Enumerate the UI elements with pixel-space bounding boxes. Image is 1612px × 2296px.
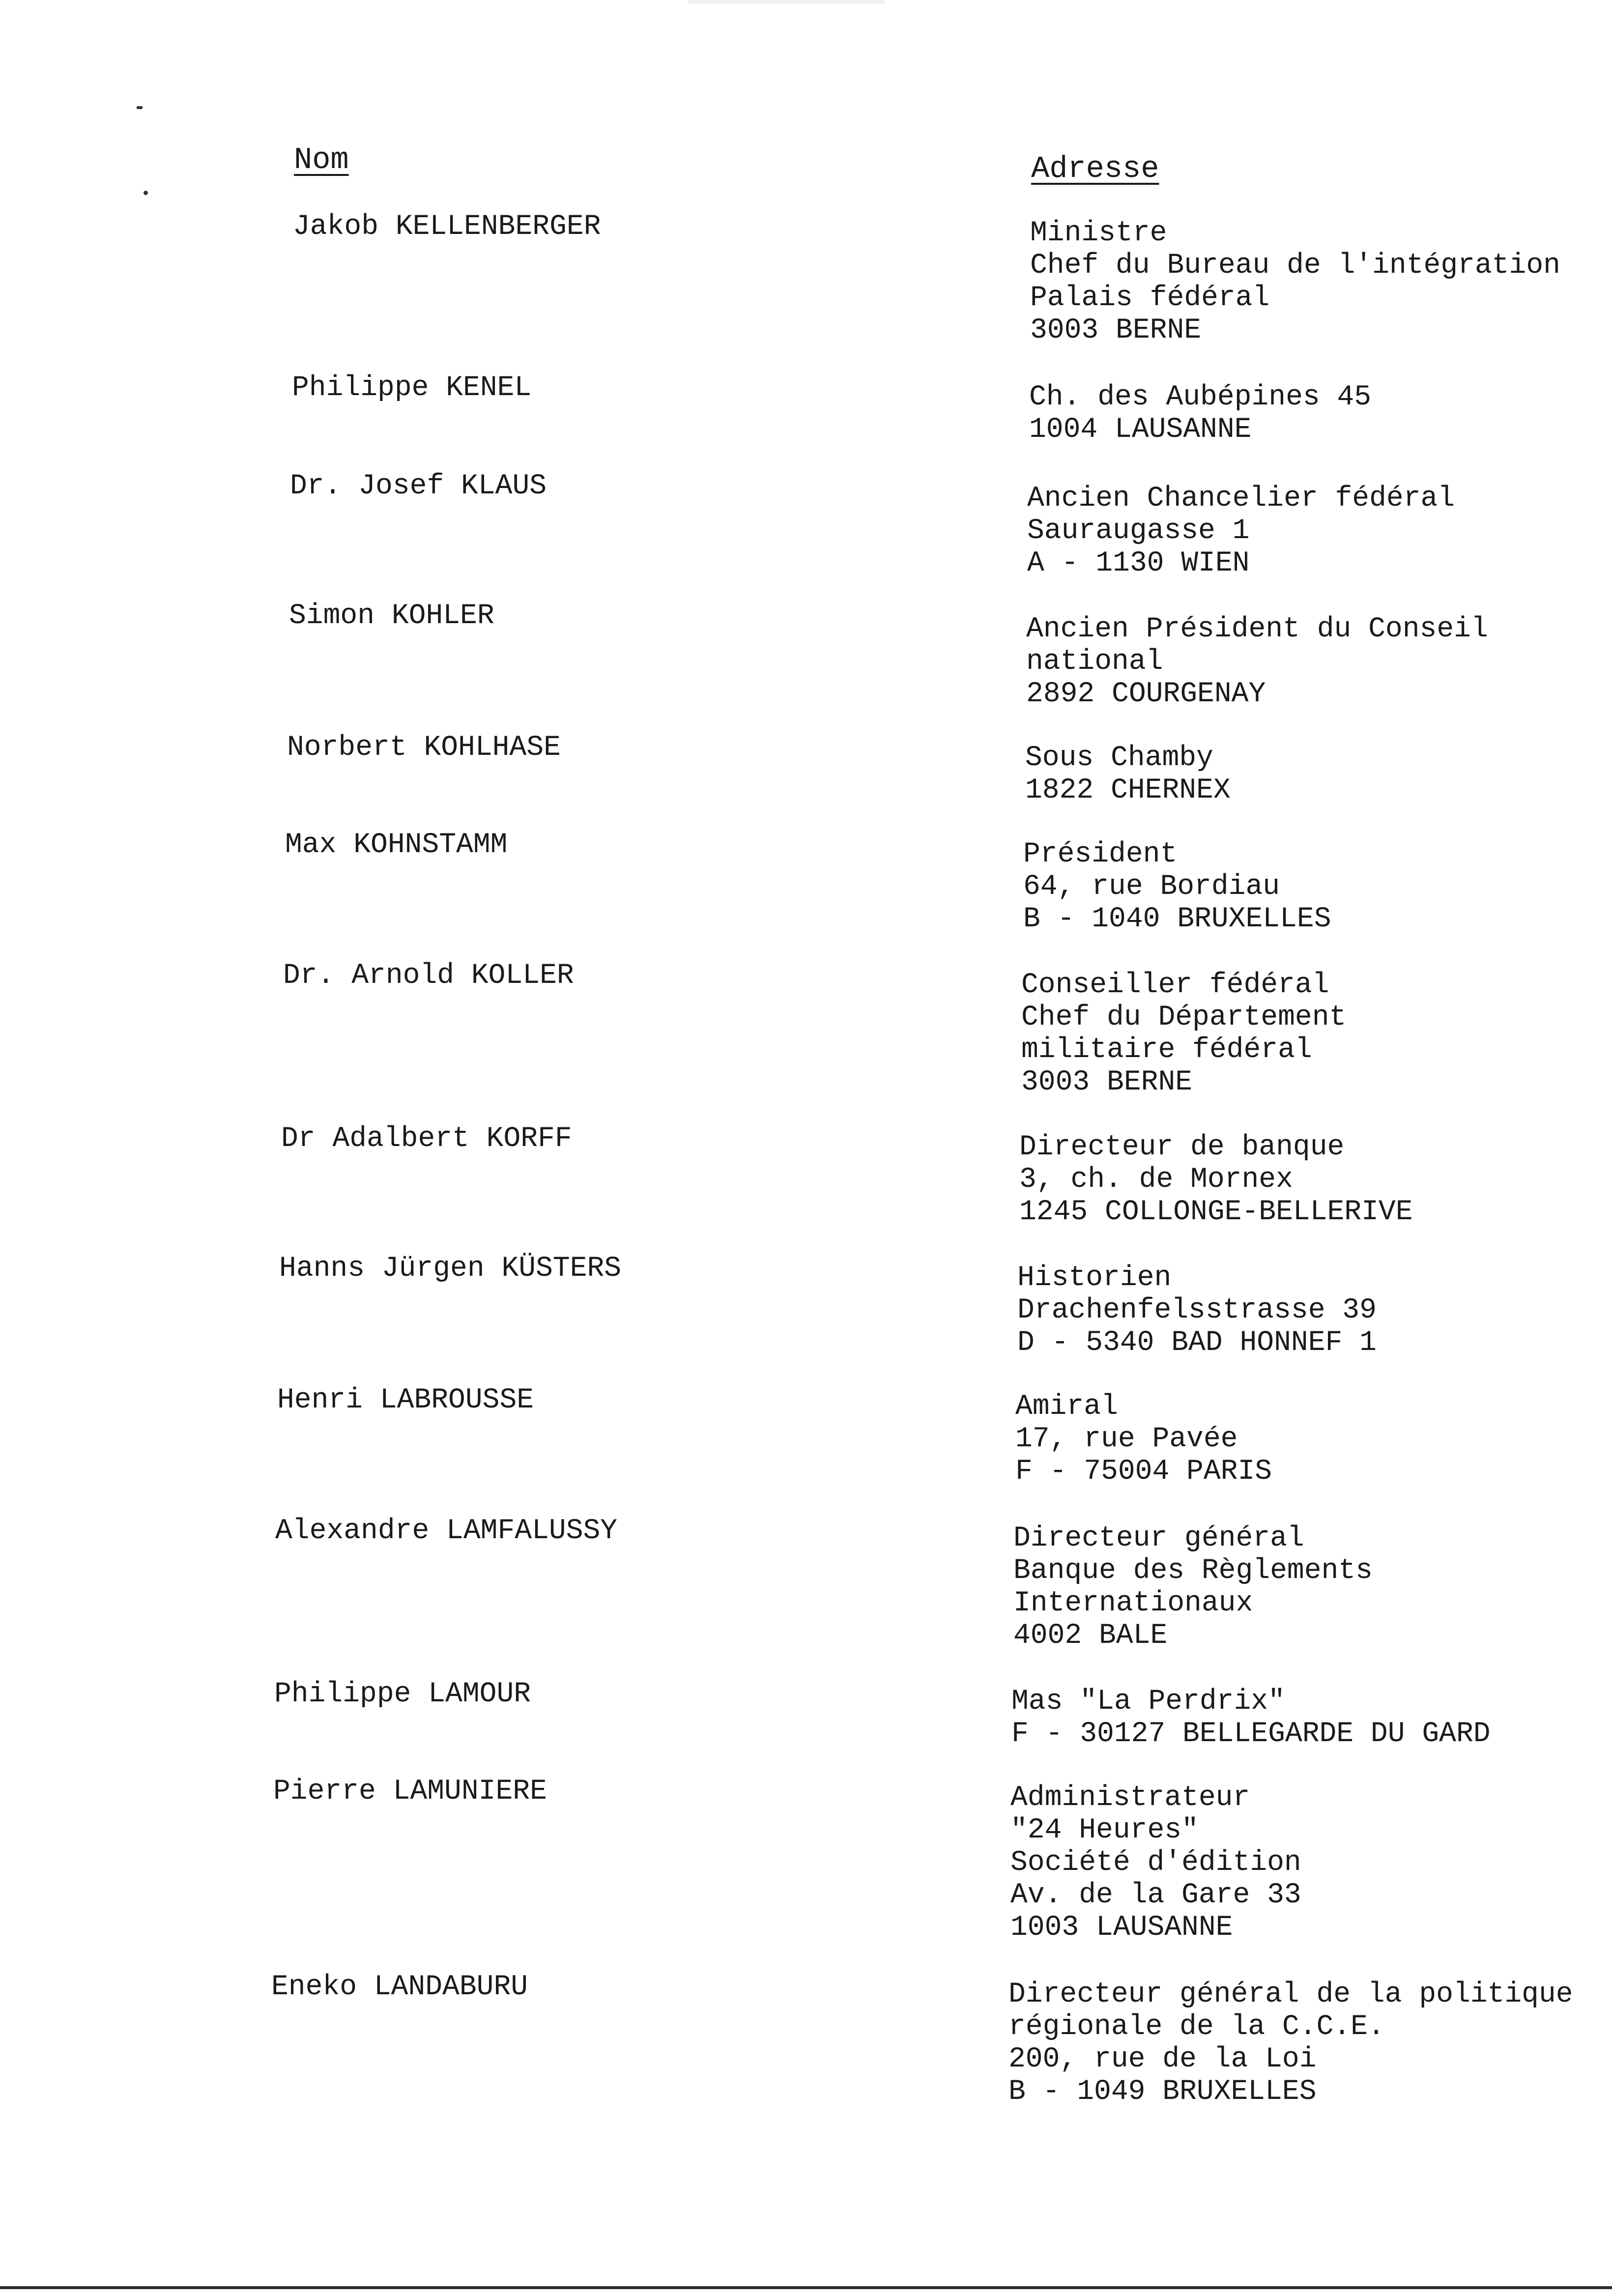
entry-address <box>1008 1979 1573 2108</box>
address-line: B - 1040 BRUXELLES <box>1023 903 1331 935</box>
entry-name: Dr. Josef KLAUS <box>290 470 547 502</box>
entry-address <box>1030 217 1560 347</box>
entry-address <box>1023 838 1331 936</box>
entry-address <box>1026 613 1488 711</box>
address-line: Sauraugasse 1 <box>1027 515 1250 547</box>
address-line: 1822 CHERNEX <box>1025 775 1231 806</box>
address-line: Ministre <box>1030 217 1167 249</box>
address-line: F - 30127 BELLEGARDE DU GARD <box>1011 1718 1491 1750</box>
entry-name: Henri LABROUSSE <box>277 1384 534 1416</box>
address-line: national <box>1026 646 1163 678</box>
address-line: Chef du Bureau de l'intégration <box>1030 250 1560 282</box>
address-line: Amiral <box>1015 1391 1118 1423</box>
address-line: 1004 LAUSANNE <box>1029 414 1252 446</box>
address-line: Historien <box>1017 1262 1172 1294</box>
address-line: 3003 BERNE <box>1030 315 1202 346</box>
entry-address <box>1015 1391 1272 1488</box>
address-line: Ancien Président du Conseil <box>1026 613 1488 645</box>
address-line: 17, rue Pavée <box>1015 1423 1238 1455</box>
address-line: régionale de la C.C.E. <box>1008 2011 1385 2043</box>
address-line: 1245 COLLONGE-BELLERIVE <box>1019 1196 1413 1228</box>
address-line: D - 5340 BAD HONNEF 1 <box>1017 1327 1377 1359</box>
entry-name: Pierre LAMUNIERE <box>273 1776 547 1808</box>
address-line: 200, rue de la Loi <box>1008 2043 1317 2075</box>
margin-mark <box>144 191 148 195</box>
address-line: Directeur général de la politique <box>1008 1979 1573 2010</box>
address-line: 3003 BERNE <box>1021 1066 1193 1098</box>
entry-name: Philippe KENEL <box>292 372 532 404</box>
address-line: Banque des Règlements <box>1013 1555 1373 1587</box>
entry-name: Hanns Jürgen KÜSTERS <box>279 1253 622 1285</box>
bottom-rule <box>0 2286 1612 2289</box>
entry-address <box>1025 742 1231 807</box>
address-line: Administrateur <box>1010 1782 1250 1814</box>
entry-address <box>1021 969 1346 1099</box>
entry-address <box>1013 1522 1373 1652</box>
address-line: 4002 BALE <box>1013 1620 1168 1652</box>
entry-name: Eneko LANDABURU <box>271 1971 528 2003</box>
entry-address <box>1010 1782 1301 1944</box>
column-header-address: Adresse <box>1031 151 1159 186</box>
address-line: Directeur général <box>1013 1522 1304 1554</box>
address-line: 1003 LAUSANNE <box>1010 1912 1233 1944</box>
entry-address <box>1027 483 1455 580</box>
address-line: Directeur de banque <box>1019 1131 1345 1163</box>
address-line: Chef du Département <box>1021 1002 1347 1033</box>
entry-name: Philippe LAMOUR <box>274 1678 531 1710</box>
entry-address <box>1029 381 1371 446</box>
entry-name: Jakob KELLENBERGER <box>293 211 601 243</box>
address-line: Internationaux <box>1013 1587 1253 1619</box>
address-line: militaire fédéral <box>1021 1034 1312 1066</box>
address-line: Drachenfelsstrasse 39 <box>1017 1294 1377 1326</box>
margin-mark <box>137 106 143 109</box>
address-line: Société d'édition <box>1010 1847 1301 1879</box>
address-line: B - 1049 BRUXELLES <box>1008 2076 1317 2108</box>
address-line: Ancien Chancelier fédéral <box>1027 483 1455 515</box>
entry-address <box>1019 1131 1413 1229</box>
address-line: Ch. des Aubépines 45 <box>1029 381 1372 413</box>
entry-name: Simon KOHLER <box>289 600 494 632</box>
address-line: Mas "La Perdrix" <box>1011 1686 1285 1718</box>
address-line: Palais fédéral <box>1030 282 1270 314</box>
address-line: 2892 COURGENAY <box>1026 678 1266 710</box>
address-line: A - 1130 WIEN <box>1027 547 1250 579</box>
entry-address <box>1011 1686 1491 1751</box>
column-header-name: Nom <box>294 143 349 177</box>
address-line: "24 Heures" <box>1010 1814 1199 1846</box>
entry-name: Max KOHNSTAMM <box>285 829 508 861</box>
entry-name: Dr. Arnold KOLLER <box>283 960 574 992</box>
address-line: 64, rue Bordiau <box>1023 871 1280 903</box>
address-line: Conseiller fédéral <box>1021 969 1329 1001</box>
entry-name: Dr Adalbert KORFF <box>281 1123 572 1155</box>
address-line: 3, ch. de Mornex <box>1019 1164 1293 1196</box>
address-line: Av. de la Gare 33 <box>1010 1879 1301 1911</box>
address-line: Sous Chamby <box>1025 742 1213 774</box>
entry-name: Alexandre LAMFALUSSY <box>275 1515 618 1547</box>
scan-artifact <box>688 0 885 4</box>
address-line: Président <box>1023 838 1178 870</box>
entry-name: Norbert KOHLHASE <box>287 732 561 764</box>
address-line: F - 75004 PARIS <box>1015 1456 1272 1488</box>
entry-address <box>1017 1262 1377 1359</box>
